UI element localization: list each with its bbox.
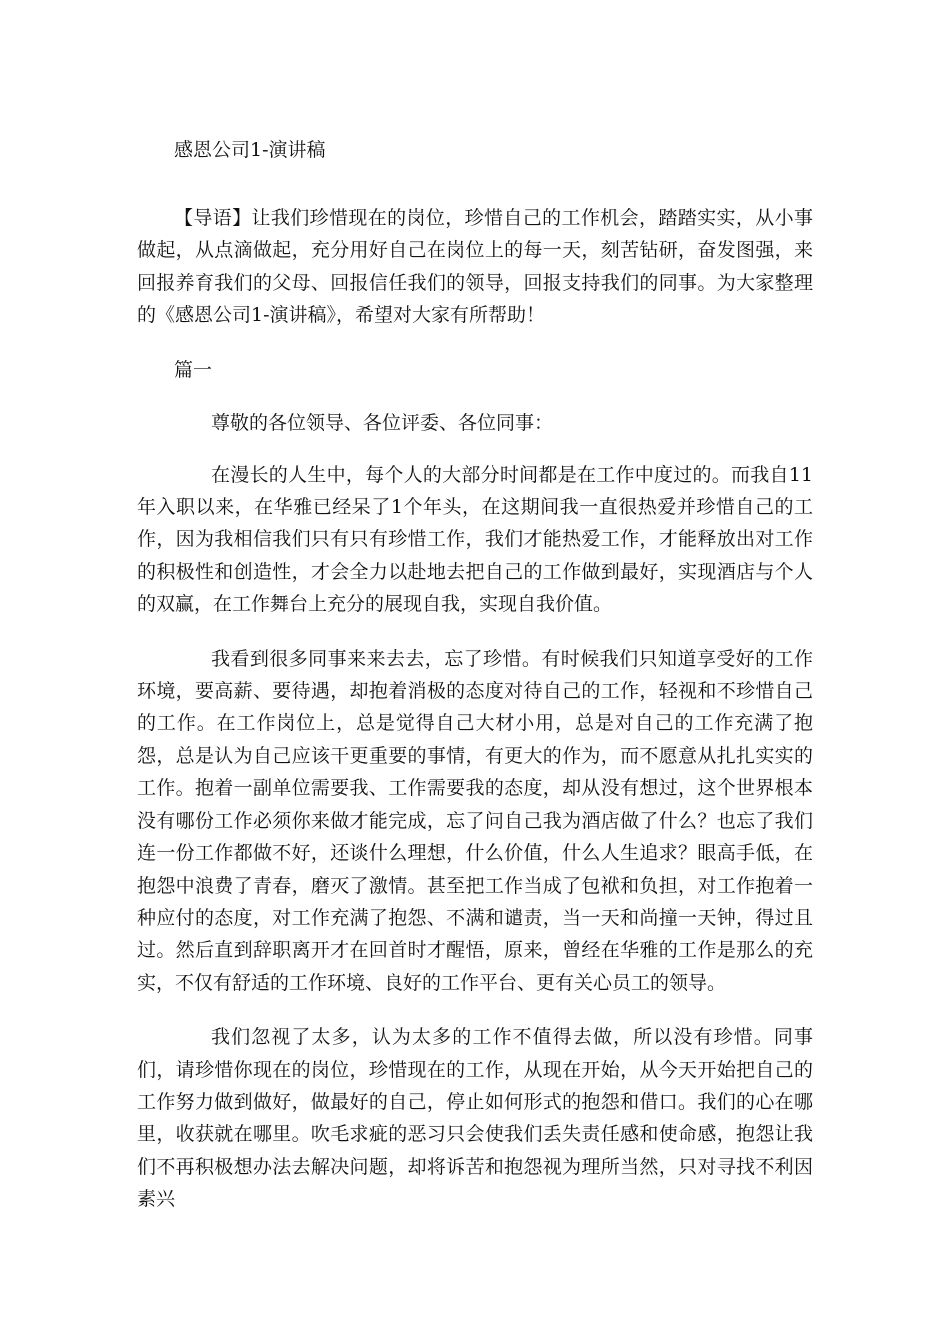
speech-greeting: 尊敬的各位领导、各位评委、各位同事： [211, 411, 554, 434]
body-paragraph-2: 我看到很多同事来来去去，忘了珍惜。有时候我们只知道享受好的工作环境，要高薪、要待遇，却抱着消极的态度对待自己的工作，轻视和不珍惜自己的工作。在工作岗位上，总是觉得自己大材小用，总是对自己的工作充满了抱怨，总是认为自己应该干更重要的事情，有更大的作为，而不愿意从扎扎实实的工作。抱着一副单位需要我、工作需要我的态度，却从没有想过，这个世界根本没有哪份工作必须你来做才能完成，忘了问自己我为酒店做了什么？也忘了我们连一份工作都做不好，还谈什么理想，什么价值，什么人生追求？眼高手低，在抱怨中浪费了青春，磨灭了激情。甚至把工作当成了包袱和负担，对工作抱着一种应付的态度，对工作充满了抱怨、不满和谴责，当一天和尚撞一天钟，得过且过。然后直到辞职离开才在回首时才醒悟，原来，曾经在华雅的工作是那么的充实，不仅有舒适的工作环境、良好的工作平台、更有关心员工的领导。 [137, 647, 813, 994]
body-paragraph-3: 我们忽视了太多，认为太多的工作不值得去做，所以没有珍惜。同事们，请珍惜你现在的岗位，珍惜现在的工作，从现在开始，从今天开始把自己的工作努力做到做好，做最好的自己，停止如何形式的抱怨和借口。我们的心在哪里，收获就在哪里。吹毛求疵的恶习只会使我们丢失责任感和使命感，抱怨让我们不再积极想办法去解决问题，却将诉苦和抱怨视为理所当然，只对寻找不利因素兴 [137, 1026, 813, 1211]
body-paragraph-1: 在漫长的人生中，每个人的大部分时间都是在工作中度过的。而我自11年入职以来，在华雅已经呆了1个年头，在这期间我一直很热爱并珍惜自己的工作，因为我相信我们只有只有珍惜工作，我们才能热爱工作，才能释放出对工作的积极性和创造性，才会全力以赴地去把自己的工作做到最好，实现酒店与个人的双赢，在工作舞台上充分的展现自我，实现自我价值。 [137, 463, 813, 616]
intro-paragraph: 【导语】让我们珍惜现在的岗位，珍惜自己的工作机会，踏踏实实，从小事做起，从点滴做起，充分用好自己在岗位上的每一天，刻苦钻研，奋发图强，来回报养育我们的父母、回报信任我们的领导，回报支持我们的同事。为大家整理的《感恩公司1-演讲稿》，希望对大家有所帮助！ [137, 207, 813, 327]
document-title: 感恩公司1-演讲稿 [174, 139, 326, 161]
document-page [137, 134, 813, 1238]
section-heading: 篇一 [174, 358, 213, 381]
